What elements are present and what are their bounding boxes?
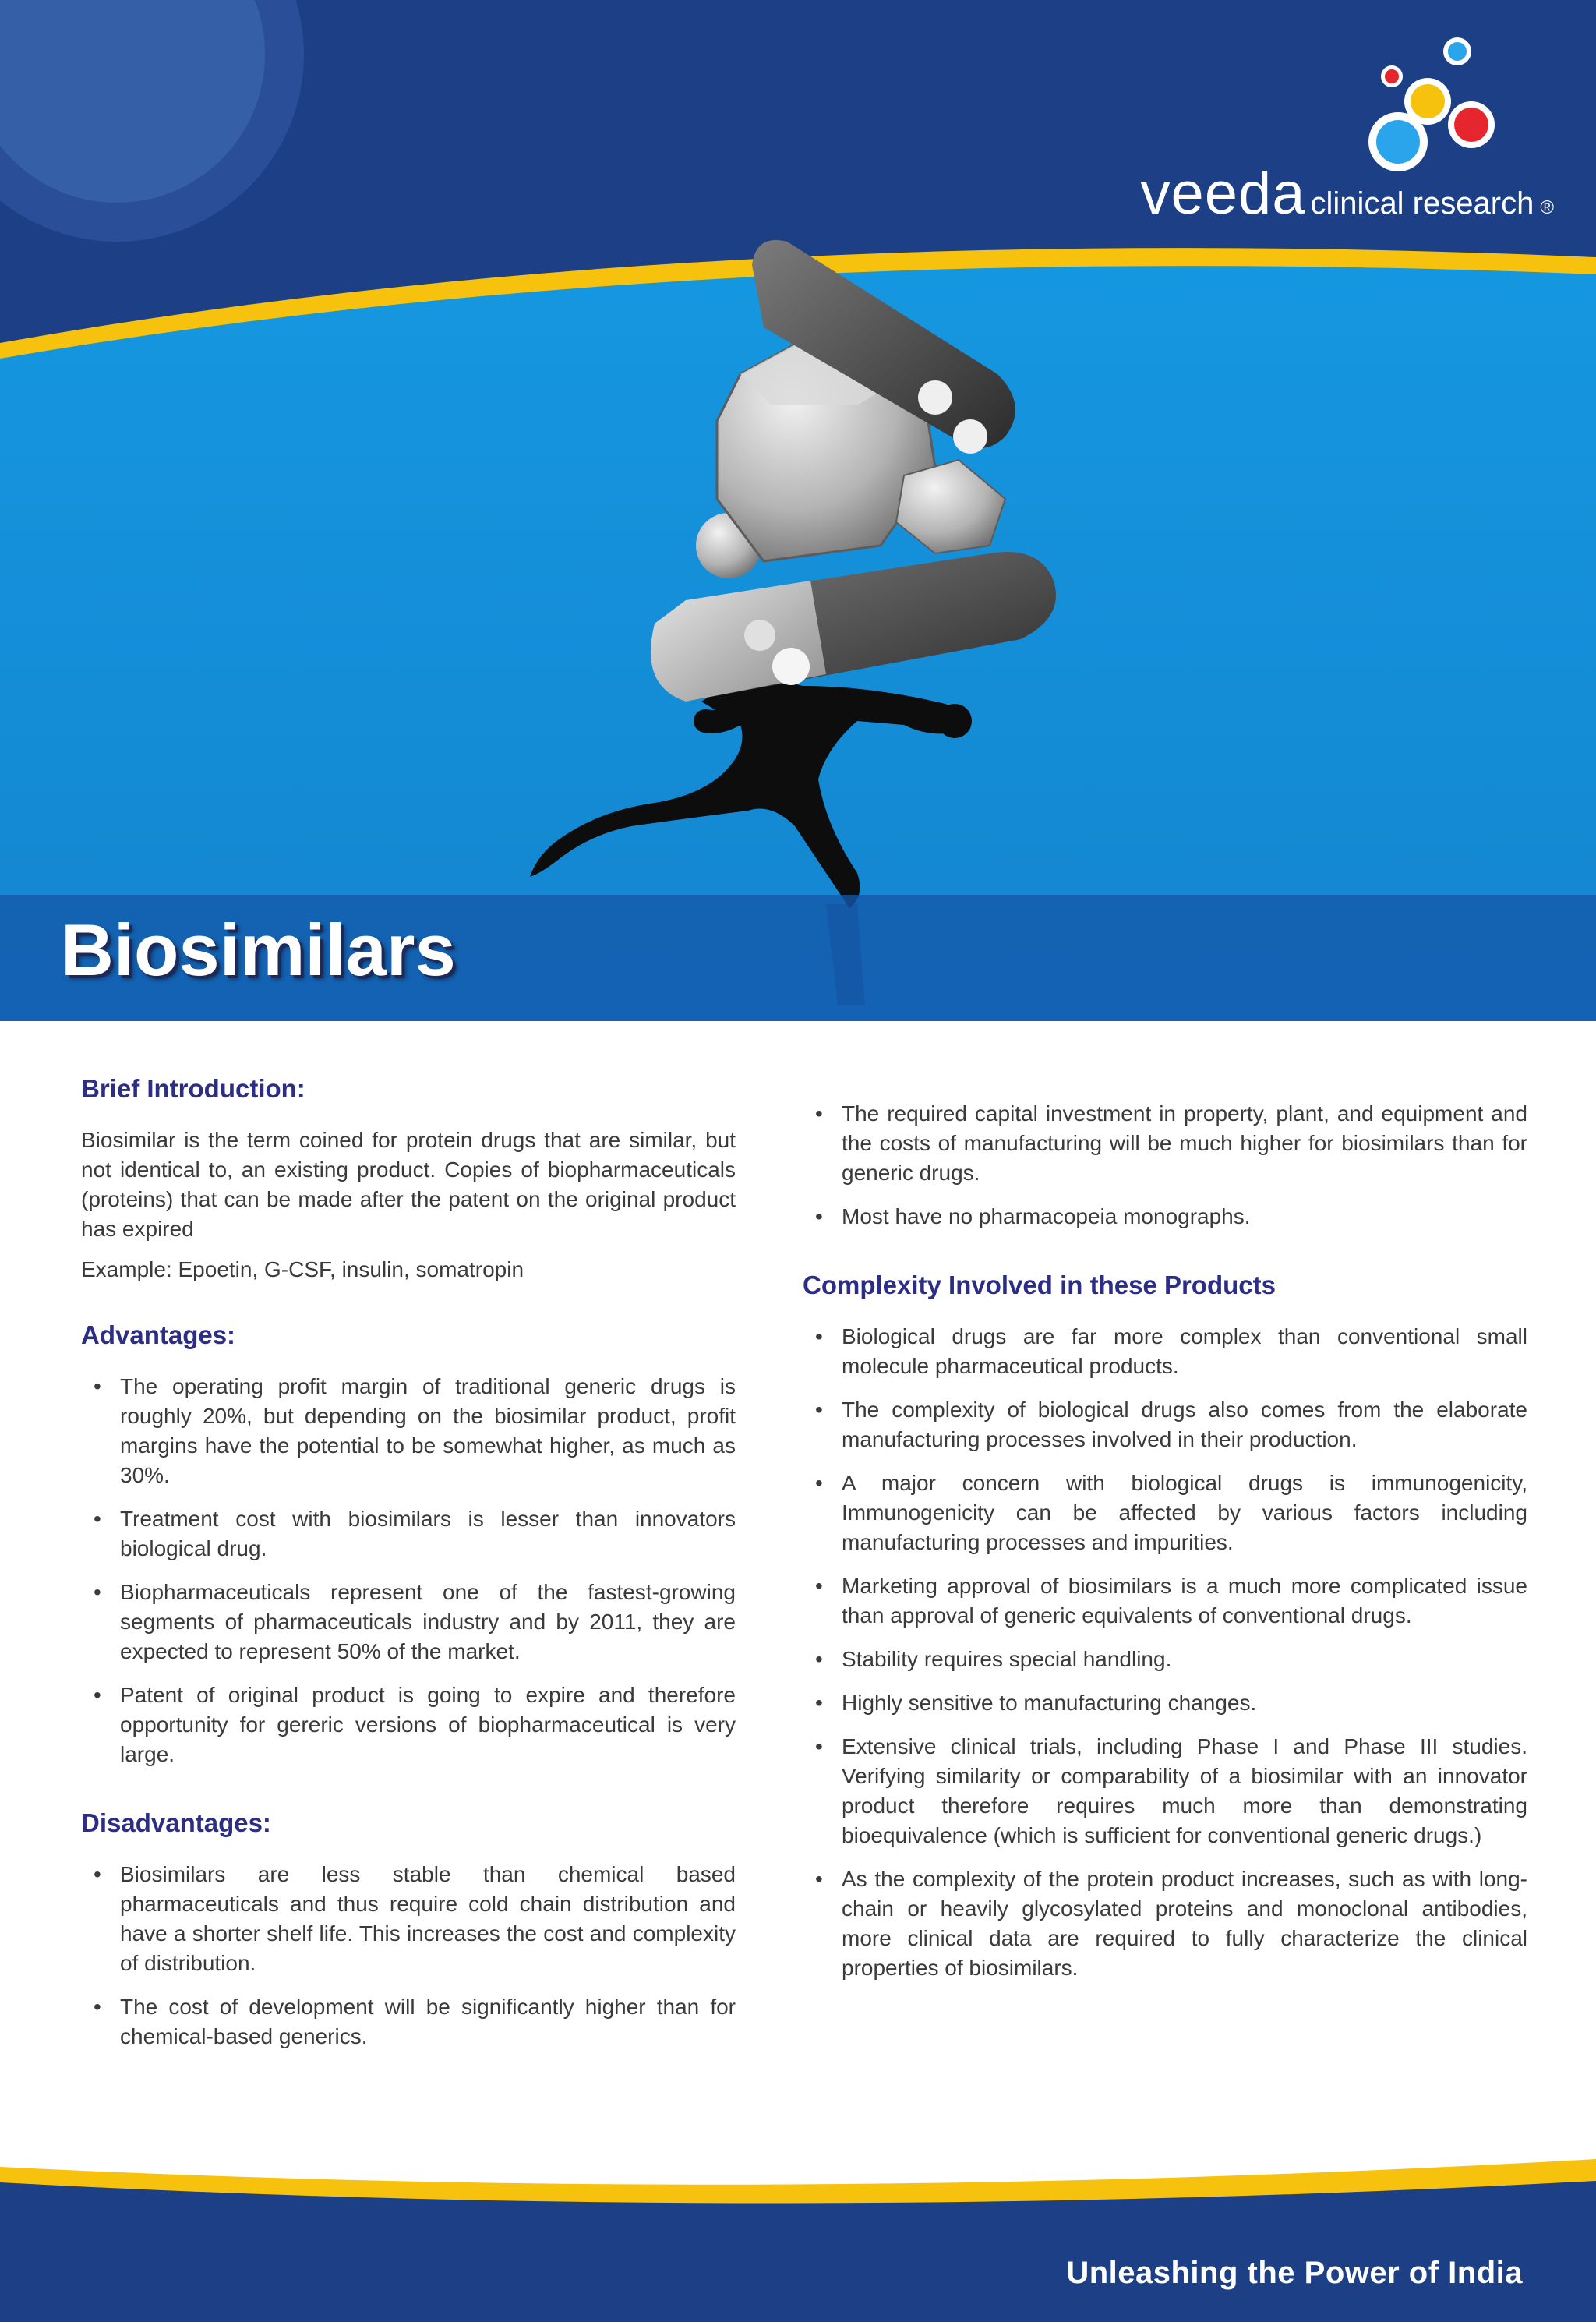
complexity-list (803, 1322, 1527, 1983)
intro-paragraph: Biosimilar is the term coined for protein drugs that are similar, but not identical to, an existing product. Copies of biopharmaceuticals (proteins) that can be made after the patent on the original product has expired (81, 1128, 736, 1241)
advantages-list (81, 1372, 736, 1769)
registered-mark: ® (1540, 197, 1554, 218)
list-item: • Biosimilars are less stable than chemical based pharmaceuticals and thus require cold chain distribution and have a shorter shelf life. This increases the cost and complexity of distribution. (94, 1862, 736, 1975)
list-item: • Biological drugs are far more complex than conventional small molecule pharmaceutical products. (815, 1324, 1527, 1378)
right-column (803, 1099, 1527, 1997)
brand-name: veeda (1140, 161, 1306, 227)
complexity-heading: Complexity Involved in these Products (803, 1271, 1276, 1299)
header-artwork (0, 0, 1596, 1021)
list-item: • The cost of development will be significantly higher than for chemical-based generics. (94, 1995, 736, 2048)
list-item: • Extensive clinical trials, including Phase I and Phase III studies. Verifying similarity or comparability of a biosimilar with an innovator product therefore requires much more than demonstrating bioequivalence (which is sufficient for conventional generic drugs.) (815, 1734, 1527, 1847)
list-item: • Biopharmaceuticals represent one of the fastest-growing segments of pharmaceuticals industry and by 2011, they are expected to represent 50% of the market. (94, 1580, 736, 1663)
disadvantages-list (81, 1860, 736, 2052)
brand-logo (1140, 160, 1554, 228)
list-item: • Stability requires special handling. (815, 1647, 1172, 1671)
list-item: • Highly sensitive to manufacturing changes. (815, 1691, 1257, 1715)
header-banner (0, 0, 1596, 1021)
list-item: • The complexity of biological drugs also comes from the elaborate manufacturing processes involved in their production. (815, 1398, 1527, 1451)
list-item: • A major concern with biological drugs is immunogenicity, Immunogenicity can be affected by various factors including manufacturing processes and impurities. (815, 1471, 1527, 1554)
list-item: • The operating profit margin of traditional generic drugs is roughly 20%, but depending on the biosimilar product, profit margins have the potential to be somewhat higher, as much as 30%. (94, 1374, 736, 1487)
list-item: • As the complexity of the protein product increases, such as with long-chain or heavily glycosylated proteins and monoclonal antibodies, more clinical data are required to fully characterize the clinical properties of biosimilars. (815, 1867, 1527, 1980)
intro-example: Example: Epoetin, G-CSF, insulin, somatropin (81, 1257, 524, 1281)
disadvantages-heading: Disadvantages: (81, 1808, 271, 1837)
tagline: Unleashing the Power of India (1066, 2256, 1523, 2290)
list-item: • Treatment cost with biosimilars is lesser than innovators biological drug. (94, 1507, 736, 1560)
disadvantages-continued-list (803, 1099, 1527, 1232)
left-column (81, 1074, 736, 2066)
footer-artwork (0, 2159, 1596, 2322)
list-item: • Most have no pharmacopeia monographs. (815, 1204, 1251, 1228)
list-item: • Marketing approval of biosimilars is a much more complicated issue than approval of generic equivalents of conventional drugs. (815, 1574, 1527, 1628)
footer-banner (0, 2159, 1596, 2322)
page-title: Biosimilars (61, 909, 456, 991)
brand-subtitle: clinical research (1310, 186, 1534, 221)
list-item: • The required capital investment in property, plant, and equipment and the costs of manufacturing will be much higher for biosimilars than for generic drugs. (815, 1101, 1527, 1185)
intro-heading: Brief Introduction: (81, 1074, 305, 1103)
list-item: • Patent of original product is going to expire and therefore opportunity for gereric versions of biopharmaceutical is very large. (94, 1683, 736, 1766)
advantages-heading: Advantages: (81, 1320, 236, 1349)
